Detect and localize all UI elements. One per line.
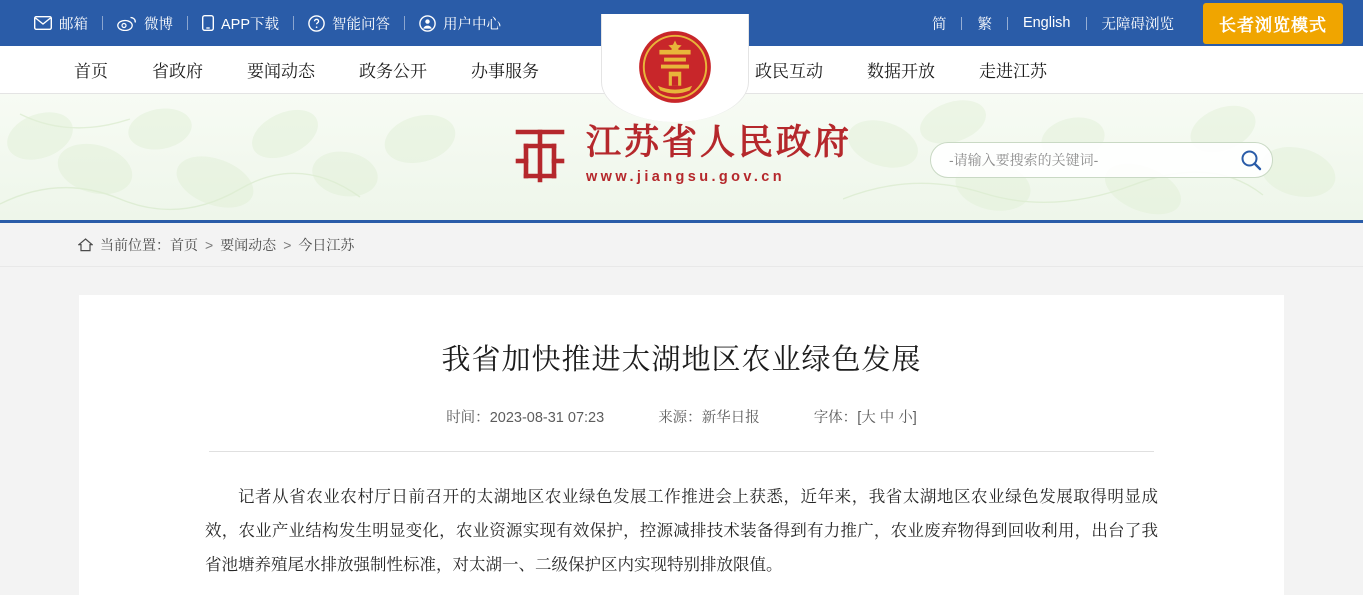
topbar-item-app-download[interactable] [188,13,293,34]
search-input[interactable] [949,152,1236,168]
question-icon [308,15,325,32]
topbar-item-weibo[interactable] [103,13,187,34]
topbar-item-label: 邮箱 [59,16,88,33]
article-paragraph: 记者从省农业农村厅日前召开的太湖地区农业绿色发展工作推进会上获悉，近年来，我省太湖地区农业绿色发展取得明显成效，农业产业结构发生明显变化，农业资源实现有效保护，控源减排技术装备得到有力推广，农业废弃物得到回收利用，出台了我省池塘养殖尾水排放强制性标准，对太湖一、二级保护区内实现特别排放限值。 [205,487,1158,574]
topbar-item-smart-qa[interactable] [294,13,404,34]
article-time-label: 时间： [446,410,490,426]
topbar-left-links [20,13,515,34]
national-emblem-container [601,14,749,122]
nav-item-provincial-government[interactable]: 省政府 [152,62,203,81]
topbar-item-mail[interactable] [20,13,102,34]
article-container [79,295,1284,595]
site-url: www.jiangsu.gov.cn [586,168,785,185]
article-source-label: 来源： [658,410,702,426]
nav-item-visit-jiangsu[interactable]: 走进江苏 [979,62,1047,81]
font-size-bracket-open: [ [857,410,862,426]
article-divider [209,451,1154,452]
nav-item-interaction[interactable]: 政民互动 [755,62,823,81]
font-size-medium[interactable]: 中 [879,410,895,426]
breadcrumb-separator: > [205,236,214,253]
nav-item-government-affairs[interactable]: 政务公开 [359,62,427,81]
topbar-item-label: APP下载 [221,16,280,33]
topbar-item-label: 用户中心 [443,16,502,33]
article-time-value: 2023-08-31 07:23 [489,410,605,426]
national-emblem-icon [636,28,714,106]
font-size-small[interactable]: 小 [898,410,913,426]
site-logo[interactable] [512,124,852,186]
breadcrumb-item-news[interactable]: 要闻动态 [220,236,277,253]
breadcrumb-item-home[interactable]: 首页 [170,236,198,253]
nav-item-services[interactable]: 办事服务 [471,62,539,81]
mail-icon [34,16,52,30]
site-logo-text [586,125,852,185]
elder-mode-button[interactable]: 长者浏览模式 [1203,3,1343,44]
page-body [0,267,1363,595]
article-meta [109,406,1254,427]
topbar-item-label: 微博 [144,16,173,33]
article-time [446,406,604,427]
nav-item-news[interactable]: 要闻动态 [247,62,315,81]
font-size-switcher [814,406,917,427]
home-icon [78,238,93,252]
font-size-bracket-close: ] [912,410,917,426]
lang-traditional[interactable]: 繁 [977,16,992,33]
accessibility-browse[interactable]: 无障碍浏览 [1101,16,1174,33]
nav-item-open-data[interactable]: 数据开放 [867,62,935,81]
breadcrumb-label: 当前位置： [100,236,170,253]
site-title: 江苏省人民政府 [586,123,853,164]
font-size-large[interactable]: 大 [861,410,876,426]
mobile-icon [202,15,214,31]
topbar-item-label: 智能问答 [332,16,391,33]
nav-right-group [733,57,1069,82]
user-icon [419,15,436,32]
page-title: 我省加快推进太湖地区农业绿色发展 [441,342,922,376]
article-source [658,406,760,427]
topbar-item-user-center[interactable] [405,13,515,34]
article-source-value: 新华日报 [701,410,760,426]
main-navigation [0,46,1363,94]
nav-item-home[interactable]: 首页 [74,62,108,81]
nav-left-group [52,57,561,82]
breadcrumb [0,223,1363,267]
breadcrumb-item-today-jiangsu[interactable]: 今日江苏 [298,236,355,253]
breadcrumb-separator: > [283,236,292,253]
jiangsu-seal-icon [512,124,568,186]
banner-decoration-left [0,94,470,223]
site-search[interactable] [930,142,1273,178]
lang-simplified[interactable]: 简 [931,16,947,33]
lang-english[interactable]: English [1022,15,1071,31]
font-size-label: 字体： [813,410,858,426]
search-icon[interactable] [1236,145,1266,175]
topbar-right-links [917,3,1343,44]
weibo-icon [117,16,137,31]
